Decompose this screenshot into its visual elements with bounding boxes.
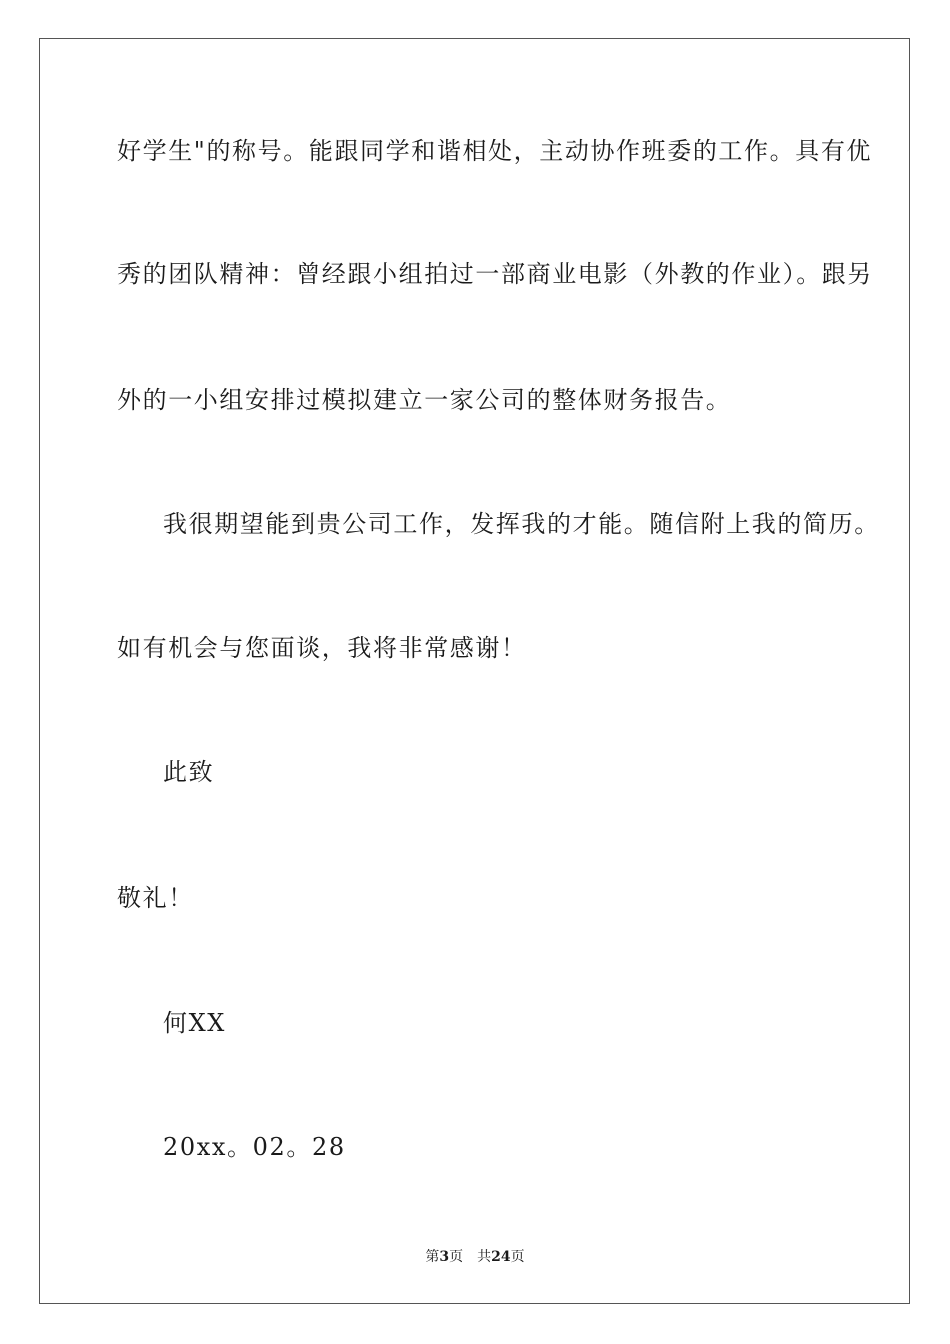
closing-salutation: 此致 xyxy=(163,758,215,786)
body-line-1: 好学生"的称号。能跟同学和谐相处，主动协作班委的工作。具有优 xyxy=(117,137,873,165)
footer-total-pages: 24 xyxy=(491,1249,511,1265)
footer-page-number: 3 xyxy=(439,1249,450,1265)
closing-regards: 敬礼！ xyxy=(117,884,194,912)
page-border xyxy=(39,38,910,1304)
body-line-5: 如有机会与您面谈，我将非常感谢！ xyxy=(117,634,527,662)
footer-page-prefix: 第 xyxy=(425,1249,440,1265)
footer-total-suffix: 页 xyxy=(510,1249,525,1265)
body-line-4: 我很期望能到贵公司工作，发挥我的才能。随信附上我的简历。 xyxy=(163,510,880,538)
signature-name: 何XX xyxy=(163,1009,226,1037)
body-line-3: 外的一小组安排过模拟建立一家公司的整体财务报告。 xyxy=(117,386,732,414)
footer-page-suffix: 页 xyxy=(449,1249,464,1265)
body-line-2: 秀的团队精神：曾经跟小组拍过一部商业电影（外教的作业）。跟另 xyxy=(117,260,873,288)
signature-date: 20xx。02。28 xyxy=(163,1133,346,1161)
page-footer xyxy=(0,1248,950,1266)
footer-total-prefix: 共 xyxy=(477,1249,492,1265)
